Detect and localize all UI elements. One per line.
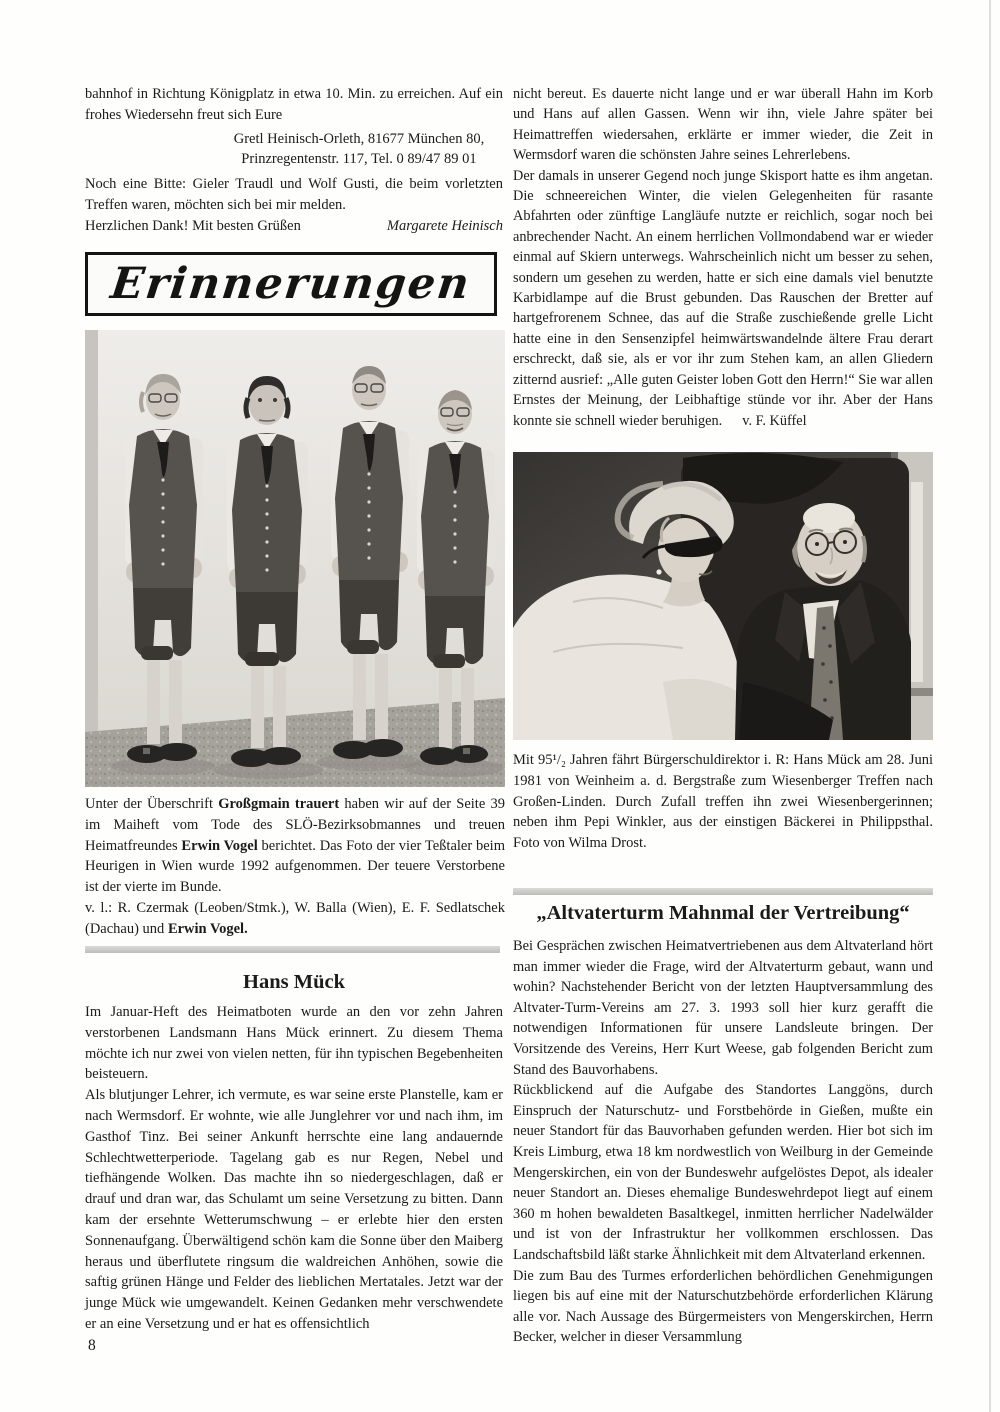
altvaterturm-article	[513, 936, 933, 1348]
caption-seg-bold: Großgmain trauert	[218, 796, 340, 812]
section-divider-left	[85, 946, 500, 953]
erinnerungen-banner	[85, 252, 497, 316]
article-paragraph: Rückblickend auf die Aufgabe des Standortes Langgöns, durch Einspruch der Naturschutz- und Forstbehörde in Gießen, mußte ein neuer Standort für das Bauvorhaben gefunden werden. Hier bot sich im Kreis Limburg, etwa 18 km nordwestlich von Weilburg in der Gemeinde Mengerskirchen, ein von der Bundeswehr aufgelöstes Depot, als idealer neuer Standort an. Dieses ehemalige Bundeswehrdepot liegt auf einem 360 m hohen bewaldeten Basaltkegel, inmitten herrlicher Nadelwälder und ist von der Infrastruktur her vollkommen erschlossen. Das Landschaftsbild läßt starke Ähnlichkeit mit dem Altvaterland erkennen.	[513, 1082, 933, 1263]
group-photo-image	[85, 330, 505, 787]
skisport-article	[513, 84, 933, 431]
address-line2: Prinzregentenstr. 117, Tel. 0 89/47 89 01	[241, 151, 477, 168]
caption-seg: Unter der Überschrift	[85, 796, 219, 812]
caption-credit-line	[85, 898, 505, 940]
train-photo-image	[513, 452, 933, 740]
altvaterturm-heading: „Altvaterturm Mahnmal der Vertreibung“	[536, 902, 910, 924]
caption-seg: berichtet. Das Foto der vier Teßtaler beim Heurigen in Wien wurde 1992 aufgenommen. Der teuere Verstorbene ist der vierte im Bunde.	[85, 837, 505, 896]
thanks-line	[85, 216, 503, 237]
article-paragraph: Als blutjunger Lehrer, ich vermute, es war seine erste Planstelle, kam er nach Wermsdorf. Er wohnte, wie alle Junglehrer vor und nach ihm, im Gasthof Tinz. Bei seiner Ankunft herrschte eine lang andauernde Schlechtwetterperiode. Tagelang gab es nur Regen, Nebel und tiefhängende Wolken. Das machte ihn so niedergeschlagen, daß er drauf und dran war, das Schulamt um seine Versetzung zu bitten. Dann kam der ersehnte Wetterumschwung – er erlebte hier den ersten Sonnenaufgang. Überwältigend schön kam die Sonne über den Maiberg heraus und überflutete ringsum die waldreichen Anhöhen, sowie die saftig grünen Hänge und Felder des lieblichen Mertatales. Jetzt war der junge Mück wie umgewandelt. Keinen Gedanken mehr verschwendete er an eine Versetzung und er hat es offensichtlich	[85, 1087, 503, 1332]
contact-address	[85, 129, 503, 171]
article-paragraph: Im Januar-Heft des Heimatboten wurde an den vor zehn Jahren verstorbenen Landsmann Hans Mück erinnert. Zu diesem Thema möchte ich nur zwei von vielen netten, für ihn typischen Begebenheiten beisteuern.	[85, 1004, 503, 1083]
intro-line2: Auf ein frohes Wiedersehn freut sich Eure	[85, 86, 504, 123]
intro-block	[85, 84, 503, 237]
caption-credit-seg-bold: Erwin Vogel.	[167, 920, 248, 937]
caption-seg: haben wir auf der Seite 39 im Maiheft vom Tode des SLÖ-Bezirksobmannes und treuen Heimatfreundes	[85, 796, 506, 854]
caption-seg-bold: Erwin Vogel	[181, 837, 258, 854]
address-line1: Gretl Heinisch-Orleth, 81677 München 80,	[233, 130, 485, 147]
hans-mueck-heading: Hans Mück	[243, 971, 345, 993]
article-paragraph: Bei Gesprächen zwischen Heimatvertriebenen aus dem Altvaterland hört man immer wieder die Frage, wird der Altvaterturm gebaut, wann und wohin? Nachstehender Bericht von der letzten Hauptversammlung des Altvater-Turm-Vereins am 27. 3. 1993 soll hier kurz gerafft die notwendigen Informationen für unsere Landsleute bringen. Der Vorsitzende des Vereins, Herr Kurt Weese, gab folgenden Bericht zum Stand des Bauvorhabens.	[513, 938, 933, 1078]
intro-line1: bahnhof in Richtung Königplatz in etwa 10. Min. zu erreichen.	[85, 86, 456, 102]
caption-paragraph	[85, 794, 505, 898]
article-paragraph: nicht bereut. Es dauerte nicht lange und er war überall Hahn im Korb und Hans auf allen Gassen. Wenn wir ihn, viele Jahre später bei Heimattreffen wiedersahen, erklärte er immer wieder, die Zeit in Wermsdorf waren die schönsten Jahre seines Lehrerlebens.	[513, 86, 933, 164]
section-divider-right	[513, 888, 933, 895]
group-photo-illustration	[85, 330, 505, 787]
hans-mueck-article	[85, 1002, 503, 1335]
caption-credit-seg: v. l.: R. Czermak (Leoben/Stmk.), W. Balla (Wien), E. F. Sedlatschek (Dachau) und	[85, 899, 505, 937]
request-paragraph: Noch eine Bitte: Gieler Traudl und Wolf Gusti, die beim vorletzten Treffen waren, möchten sich bei mir melden.	[85, 176, 503, 213]
article-paragraph	[513, 166, 933, 431]
intro-paragraph	[85, 84, 503, 126]
thanks-text: Herzlichen Dank! Mit besten Grüßen	[85, 217, 301, 234]
banner-title: Erinnerungen	[108, 258, 474, 309]
article-paragraph: Die zum Bau des Turmes erforderlichen behördlichen Genehmigungen liegen bis auf eine mit der Naturschutzbehörde erforderlichen Klärung alle vor. Nach Aussage des Bürgermeisters von Mengerskirchen, Herrn Becker, welcher in dieser Versammlung	[513, 1267, 933, 1346]
group-photo-caption	[85, 794, 505, 940]
scan-artifact-line	[989, 0, 991, 1412]
page-number: 8	[88, 1337, 96, 1354]
signature: Margarete Heinisch	[386, 217, 503, 234]
article-author-credit: v. F. Küffel	[742, 412, 807, 429]
article-text: Der damals in unserer Gegend noch junge Skisport hatte es ihm angetan. Die schneereichen Winter, die vielen Gelegenheiten für rasante Abfahrten oder zünftige Langläufe nutzte er reichlich, sogar noch bei anbrechender Nacht. An einem herrlichen Vollmondabend war er wieder einmal auf Skiern unterwegs. Wahrscheinlich nicht um besser zu sehen, sondern um gesehen zu werden, hatte er sich eine damals viel benutzte Karbidlampe auf die Brust gebunden. Das Rauschen der Bretter auf hartgefrorenem Schnee, das auf die Straße zuschießende grelle Licht hatte eine in den Sensenzipfel heimwärtswandelnde ältere Frau derart erschreckt, daß sie, als er vor ihr zum Stehen kam, an allen Gliedern zitternd ausrief: „Alle guten Geister loben Gott den Herrn!“ Sie war allen Ernstes der Meinung, der Leibhaftige stünde vor ihr. Aber der Hans konnte sie schnell wieder beruhigen.	[513, 167, 933, 429]
train-photo-caption: Mit 95¹/₂ Jahren fährt Bürgerschuldirektor i. R: Hans Mück am 28. Juni 1981 von Weinheim a. d. Bergstraße zum Wiesenberger Treffen nach Großen-Linden. Durch Zufall treffen ihn zwei Wiesenbergerinnen; neben ihm Pepi Winkler, aus der einstigen Bäckerei in Philippsthal. Foto von Wilma Drost.	[513, 752, 933, 852]
train-photo-illustration	[513, 452, 933, 740]
